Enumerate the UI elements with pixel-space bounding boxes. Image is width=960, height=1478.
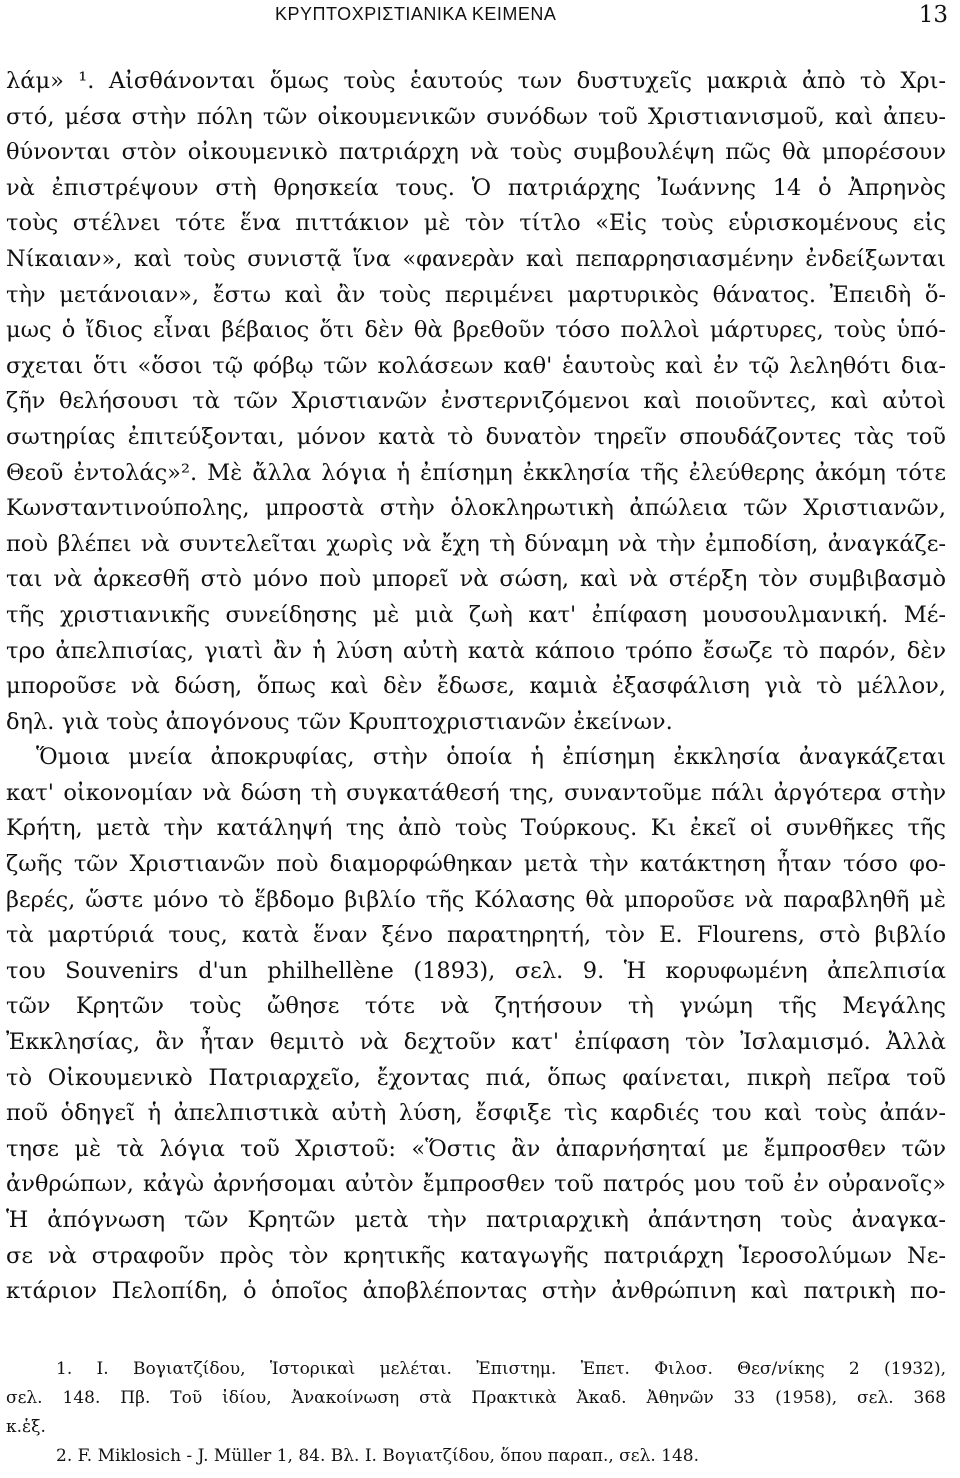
body-text xyxy=(6,64,946,1310)
text-line: θύνονται στὸν οἰκουμενικὸ πατριάρχη νὰ τοὺς συμβουλέψη πῶς θὰ μπορέσουν xyxy=(6,139,946,166)
text-line: κατ' οἰκονομίαν νὰ δώση τὴ συγκατάθεσή της, συναντοῦμε πάλι ἀργότερα στὴν xyxy=(6,779,946,806)
text-line: του Souvenirs d'un philhellène (1893), σελ. 9. Ἡ κορυφωμένη ἀπελπισία xyxy=(6,957,946,984)
text-line: λάμ» ¹. Αἰσθάνονται ὅμως τοὺς ἑαυτούς των δυστυχεῖς μακριὰ ἀπὸ τὸ Χρι- xyxy=(6,68,946,94)
text-line: ποῦ ὁδηγεῖ ἡ ἀπελπιστικὰ αὐτὴ λύση, ἔσφιξε τὶς καρδιές του καὶ τοὺς ἀπάν- xyxy=(6,1100,946,1127)
footnote-line: κ.ἑξ. xyxy=(6,1417,46,1437)
text-line: τοὺς στέλνει τότε ἕνα πιττάκιον μὲ τὸν τίτλο «Εἰς τοὺς εὑρισκομένους εἰς xyxy=(6,210,946,237)
text-line: τησε μὲ τὰ λόγια τοῦ Χριστοῦ: «Ὅστις ἂν ἀπαρνήσηταί με ἔμπροσθεν τῶν xyxy=(6,1135,946,1162)
text-line: τῆς χριστιανικῆς συνείδησης μὲ μιὰ ζωὴ κατ' ἐπίφαση μουσουλμανική. Μέ- xyxy=(6,601,946,628)
text-line: Νίκαιαν», καὶ τοὺς συνιστᾷ ἵνα «φανερὰν καὶ πεπαρρησιασμένην ἐνδείξωνται xyxy=(6,245,946,272)
text-line: Ὅμοια μνεία ἀποκρυφίας, στὴν ὁποία ἡ ἐπίσημη ἐκκλησία ἀναγκάζεται xyxy=(36,744,946,771)
footnote-line: 1. Ι. Βογιατζίδου, Ἱστορικαὶ μελέται. Ἐπιστημ. Ἐπετ. Φιλοσ. Θεσ/νίκης 2 (1932), xyxy=(56,1359,946,1379)
text-line: σχεται ὅτι «ὅσοι τῷ φόβῳ τῶν κολάσεων καθ' ἑαυτοὺς καὶ ἐν τῷ λεληθότι δια- xyxy=(6,352,946,379)
text-line: ἀνθρώπων, κἀγὼ ἀρνήσομαι αὐτὸν ἔμπροσθεν τοῦ πατρός μου τοῦ ἐν οὐρανοῖς» xyxy=(6,1171,946,1198)
text-line: Κωνσταντινούπολης, μπροστὰ στὴν ὁλοκληρωτικὴ ἀπώλεια τῶν Χριστιανῶν, xyxy=(6,495,946,522)
footnote-line: 2. F. Miklosich - J. Müller 1, 84. Βλ. Ι. Βογιατζίδου, ὅπου παραπ., σελ. 148. xyxy=(56,1446,700,1466)
text-line: μως ὁ ἴδιος εἶναι βέβαιος ὅτι δὲν θὰ βρεθοῦν τόσο πολλοὶ μάρτυρες, τοὺς ὑπό- xyxy=(6,317,946,344)
text-line: τὴν μετάνοιαν», ἔστω καὶ ἂν τοὺς περιμένει μαρτυρικὸς θάνατος. Ἐπειδὴ ὅ- xyxy=(6,281,946,308)
running-title: ΚΡΥΠΤΟΧΡΙΣΤΙΑΝΙΚΑ ΚΕΙΜΕΝΑ xyxy=(275,4,557,24)
text-line: ποὺ βλέπει νὰ συντελεῖται χωρὶς νὰ ἔχη τὴ δύναμη νὰ τὴν ἐμποδίση, ἀναγκάζε- xyxy=(6,530,946,557)
running-head xyxy=(0,2,960,32)
text-line: τρο ἀπελπισίας, γιατὶ ἂν ἡ λύση αὐτὴ κατὰ κάποιο τρόπο ἔσωζε τὸ παρόν, δὲν xyxy=(6,637,946,664)
text-line: ζῆν θελήσουσι τὰ τῶν Χριστιανῶν ἐνστερνιζόμενοι καὶ ποιοῦντες, καὶ αὐτοὶ xyxy=(6,388,946,415)
text-line: νὰ ἐπιστρέψουν στὴ θρησκεία τους. Ὁ πατριάρχης Ἰωάννης 14 ὁ Ἀπρηνὸς xyxy=(6,174,946,201)
text-line: Ἐκκλησίας, ἂν ἦταν θεμιτὸ νὰ δεχτοῦν κατ' ἐπίφαση τὸν Ἰσλαμισμό. Ἀλλὰ xyxy=(6,1029,946,1056)
footnotes xyxy=(6,1355,946,1471)
text-line: τὰ μαρτύριά τους, κατὰ ἕναν ξένο παρατηρητή, τὸν E. Flourens, στὸ βιβλίο xyxy=(6,922,946,949)
text-line: τὸ Οἰκουμενικὸ Πατριαρχεῖο, ἔχοντας πιά, ὅπως φαίνεται, πικρὴ πεῖρα τοῦ xyxy=(6,1064,946,1091)
text-line: σε νὰ στραφοῦν πρὸς τὸν κρητικῆς καταγωγῆς πατριάρχη Ἱεροσολύμων Νε- xyxy=(6,1242,946,1269)
text-line: τῶν Κρητῶν τοὺς ὤθησε τότε νὰ ζητήσουν τὴ γνώμη τῆς Μεγάλης xyxy=(6,993,946,1020)
text-line: δηλ. γιὰ τοὺς ἀπογόνους τῶν Κρυπτοχριστιανῶν ἐκείνων. xyxy=(6,708,673,735)
text-line: στό, μέσα στὴν πόλη τῶν οἰκουμενικῶν συνόδων τοῦ Χριστιανισμοῦ, καὶ ἀπευ- xyxy=(6,103,946,130)
text-line: Θεοῦ ἐντολάς»². Μὲ ἄλλα λόγια ἡ ἐπίσημη ἐκκλησία τῆς ἐλεύθερης ἀκόμη τότε xyxy=(6,459,946,486)
text-line: Κρήτη, μετὰ τὴν κατάληψή της ἀπὸ τοὺς Τούρκους. Κι ἐκεῖ οἱ συνθῆκες τῆς xyxy=(6,815,946,842)
footnote-line: σελ. 148. Πβ. Τοῦ ἰδίου, Ἀνακοίνωση στὰ Πρακτικὰ Ἀκαδ. Ἀθηνῶν 33 (1958), σελ. 368 xyxy=(6,1388,946,1408)
text-line: σωτηρίας ἐπιτεύξονται, μόνον κατὰ τὸ δυνατὸν τηρεῖν σπουδάζοντες τὰς τοῦ xyxy=(6,423,946,450)
text-line: ζωῆς τῶν Χριστιανῶν ποὺ διαμορφώθηκαν μετὰ τὴν κατάκτηση ἦταν τόσο φο- xyxy=(6,851,946,878)
text-line: μποροῦσε νὰ δώση, ὅπως καὶ δὲν ἔδωσε, καμιὰ ἐξασφάλιση γιὰ τὸ μέλλον, xyxy=(6,673,946,700)
page-number: 13 xyxy=(918,2,948,28)
text-line: κτάριον Πελοπίδη, ὁ ὁποῖος ἀποβλέποντας στὴν ἀνθρώπινη καὶ πατρικὴ πο- xyxy=(6,1278,946,1305)
text-line: ται νὰ ἀρκεσθῆ στὸ μόνο ποὺ μπορεῖ νὰ σώση, καὶ νὰ στέρξη τὸν συμβιβασμὸ xyxy=(6,566,946,593)
text-line: Ἡ ἀπόγνωση τῶν Κρητῶν μετὰ τὴν πατριαρχικὴ ἀπάντηση τοὺς ἀναγκα- xyxy=(6,1207,946,1233)
text-line: βερές, ὥστε μόνο τὸ ἕβδομο βιβλίο τῆς Κόλασης θὰ μποροῦσε νὰ παραβληθῆ μὲ xyxy=(6,886,946,913)
